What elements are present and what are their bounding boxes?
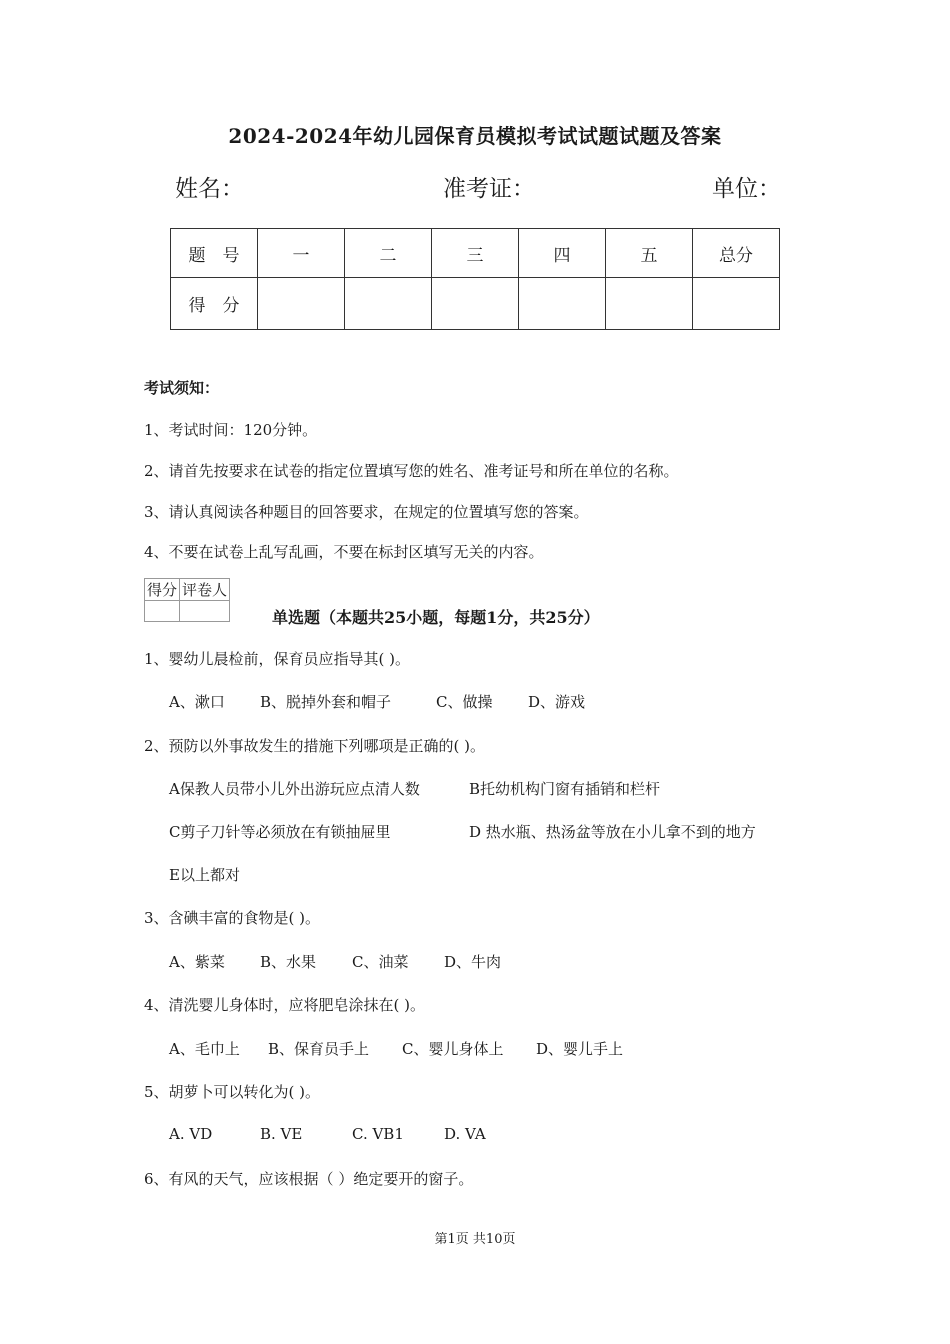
question-option: D 热水瓶、热汤盆等放在小儿拿不到的地方 — [469, 823, 756, 841]
score-header-cell: 一 — [258, 229, 345, 278]
score-header-cell: 五 — [606, 229, 693, 278]
question-option: B托幼机构门窗有插销和栏杆 — [469, 780, 661, 798]
score-cell[interactable] — [519, 278, 606, 330]
score-row-label: 得 分 — [171, 278, 258, 330]
notice-item: 4、不要在试卷上乱写乱画，不要在标封区填写无关的内容。 — [144, 543, 544, 561]
notice-item: 3、请认真阅读各种题目的回答要求，在规定的位置填写您的答案。 — [144, 503, 589, 521]
grader-score-label: 得分 — [145, 579, 180, 601]
question-option: A、毛巾上 — [169, 1040, 240, 1058]
question-option: B. VE — [260, 1125, 303, 1143]
grader-box — [144, 578, 230, 622]
question-stem: 2、预防以外事故发生的措施下列哪项是正确的( )。 — [144, 737, 486, 755]
score-header-cell: 题 号 — [171, 229, 258, 278]
question-stem: 1、婴幼儿晨检前，保育员应指导其( )。 — [144, 650, 411, 668]
question-option: A、漱口 — [169, 693, 225, 711]
score-table — [170, 228, 780, 330]
exam-number-label: 准考证： — [443, 176, 535, 202]
score-header-cell: 三 — [432, 229, 519, 278]
grader-name-cell[interactable] — [180, 601, 230, 622]
score-header-cell: 四 — [519, 229, 606, 278]
question-option: D. VA — [444, 1125, 486, 1143]
question-option: C剪子刀针等必须放在有锁抽屉里 — [169, 823, 391, 841]
score-header-cell: 总分 — [693, 229, 780, 278]
page-footer: 第1页 共10页 — [434, 1232, 516, 1247]
question-stem: 3、含碘丰富的食物是( )。 — [144, 909, 321, 927]
score-cell[interactable] — [345, 278, 432, 330]
score-cell[interactable] — [693, 278, 780, 330]
name-label: 姓名： — [175, 176, 244, 202]
score-table-header-row — [171, 229, 780, 278]
question-option: A. VD — [169, 1125, 213, 1143]
score-cell[interactable] — [432, 278, 519, 330]
question-option: C、油菜 — [352, 953, 409, 971]
question-option: E以上都对 — [169, 866, 240, 884]
notice-heading: 考试须知： — [144, 379, 220, 397]
document-title: 2024-2024年幼儿园保育员模拟考试试题试题及答案 — [228, 124, 722, 148]
grader-score-cell[interactable] — [145, 601, 180, 622]
question-option: B、脱掉外套和帽子 — [260, 693, 392, 711]
section-title: 单选题（本题共25小题，每题1分，共25分） — [272, 608, 600, 627]
grader-name-label: 评卷人 — [180, 579, 230, 601]
score-table-score-row — [171, 278, 780, 330]
score-header-cell: 二 — [345, 229, 432, 278]
score-cell[interactable] — [258, 278, 345, 330]
question-option: A、紫菜 — [169, 953, 225, 971]
question-option: D、婴儿手上 — [536, 1040, 624, 1058]
question-stem: 4、清洗婴儿身体时，应将肥皂涂抹在( )。 — [144, 996, 426, 1014]
notice-item: 2、请首先按要求在试卷的指定位置填写您的姓名、准考证号和所在单位的名称。 — [144, 462, 679, 480]
question-option: B、水果 — [260, 953, 317, 971]
question-option: C、婴儿身体上 — [402, 1040, 504, 1058]
question-option: C、做操 — [436, 693, 493, 711]
question-stem: 5、胡萝卜可以转化为( )。 — [144, 1083, 321, 1101]
question-option: B、保育员手上 — [268, 1040, 370, 1058]
question-option: C. VB1 — [352, 1125, 404, 1143]
question-option: D、牛肉 — [444, 953, 502, 971]
score-cell[interactable] — [606, 278, 693, 330]
notice-item: 1、考试时间：120分钟。 — [144, 421, 318, 439]
question-option: A保教人员带小儿外出游玩应点清人数 — [169, 780, 420, 798]
question-option: D、游戏 — [528, 693, 586, 711]
unit-label: 单位： — [712, 176, 781, 202]
question-stem: 6、有风的天气，应该根据（ ）绝定要开的窗子。 — [144, 1170, 474, 1188]
